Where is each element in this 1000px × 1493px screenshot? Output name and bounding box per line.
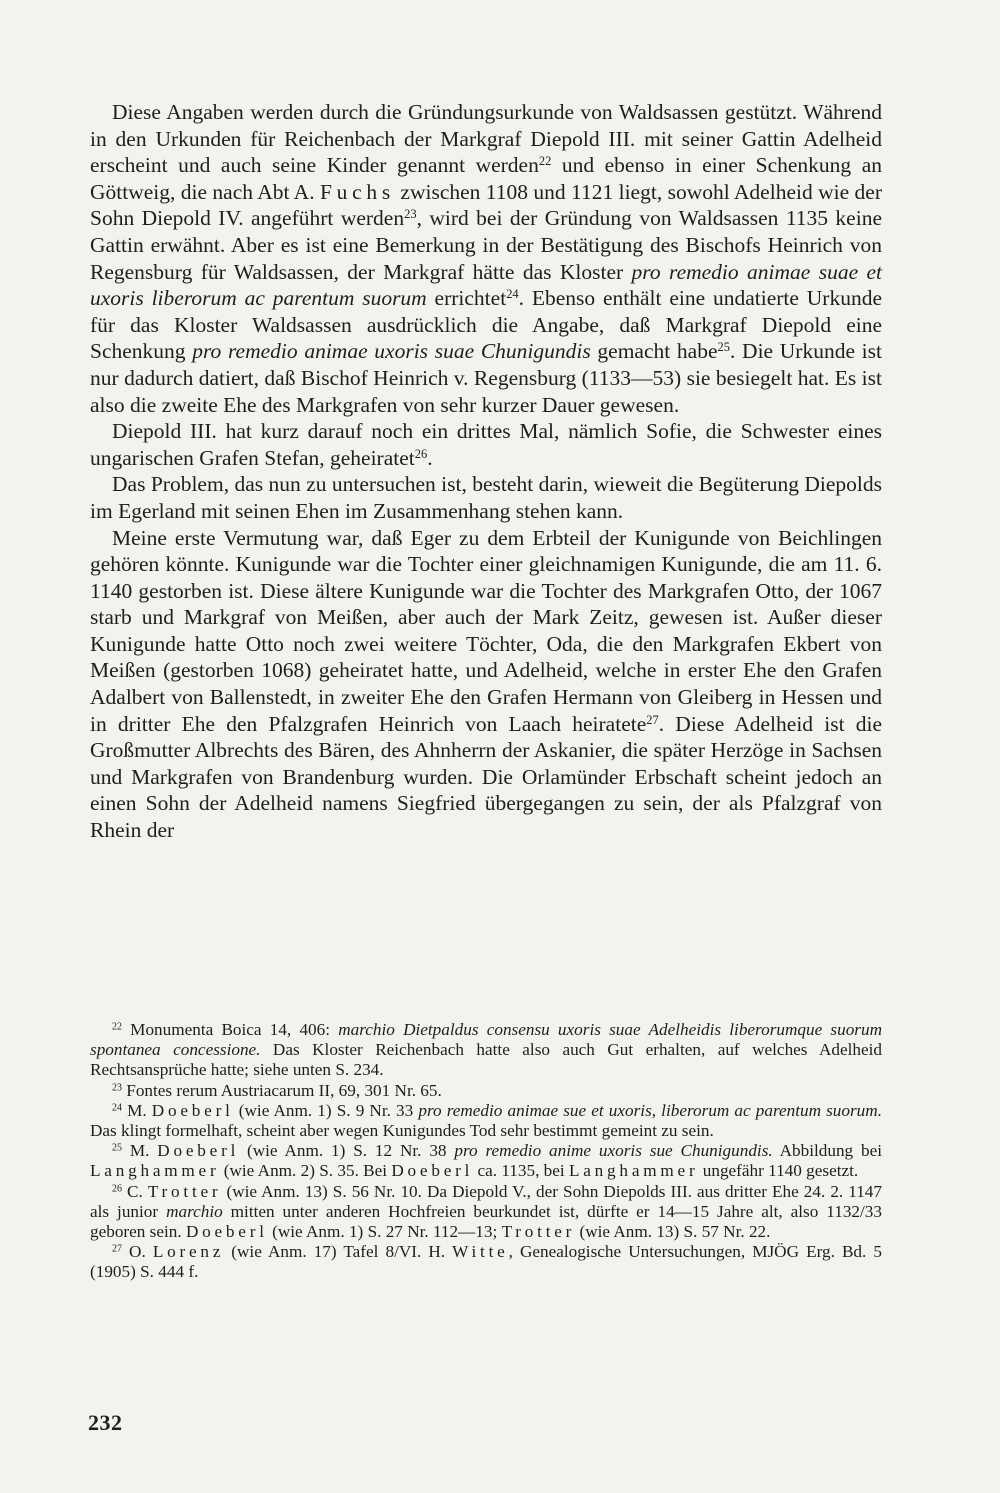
- text-run: Abbildung bei: [772, 1141, 882, 1161]
- text-run: zwischen 1108 und 1121 liegt, sowohl Adelheid wie der Sohn Diepold IV. angeführt werden: [90, 179, 882, 231]
- text-run: Monumenta Boica 14, 406:: [121, 1020, 339, 1039]
- footnote-ref-25[interactable]: 25: [717, 340, 730, 355]
- text-run: (wie Anm. 17) Tafel 8/VI. H.: [224, 1242, 453, 1262]
- text-run: ungefähr 1140 gesetzt.: [698, 1161, 859, 1181]
- footnote-number: 27: [112, 1243, 122, 1255]
- footnote-number: 24: [112, 1102, 122, 1114]
- text-run: (wie Anm. 1) S. 9 Nr. 33: [233, 1100, 419, 1120]
- spaced-name: Fuchs: [319, 179, 396, 204]
- text-run: (wie Anm. 1) S. 12 Nr. 38: [239, 1141, 455, 1161]
- text-run: Fontes rerum Austriacarum II, 69, 301 Nr. 65.: [121, 1080, 442, 1100]
- page-number: 232: [88, 1410, 123, 1435]
- text-run: , wird bei der Gründung von Waldsassen 1135 keine Gattin erwähnt. Aber es ist eine Bemerkung in der Bestätigung des Bischofs Heinrich von Regensburg für Waldsassen, der Markgraf hätte das Kloster: [90, 206, 882, 284]
- text-run: und ebenso in einer Schenkung an Göttweig, die nach Abt A.: [90, 153, 882, 204]
- footnote-26: [90, 1182, 882, 1243]
- spaced-name: Langhammer: [90, 1161, 220, 1181]
- spaced-name: Lorenz: [152, 1242, 225, 1262]
- text-run: M.: [121, 1100, 152, 1120]
- text-run: (wie Anm. 13) S. 57 Nr. 22.: [575, 1222, 771, 1242]
- text-run: .: [427, 445, 433, 470]
- footnote-ref-26[interactable]: 26: [414, 446, 428, 461]
- text-run: (wie Anm. 2) S. 35. Bei: [219, 1161, 392, 1181]
- latin-quote: pro remedio animae uxoris suae Chunigundis: [192, 339, 591, 364]
- latin-quote: marchio Dietpaldus consensu uxoris suae Adelheidis liberorumque suorum spontanea concessione.: [90, 1020, 882, 1060]
- footnotes: [90, 1020, 882, 1283]
- footnote-23: [90, 1081, 882, 1101]
- footnote-ref-27[interactable]: 27: [646, 712, 659, 727]
- text-run: , Genealogische Untersuchungen, MJÖG Erg. Bd. 5 (1905) S. 444 f.: [90, 1242, 882, 1282]
- latin-quote: marchio: [166, 1201, 223, 1221]
- text-run: errichtet: [426, 286, 507, 311]
- text-run: (wie Anm. 1) S. 27 Nr. 112—13;: [267, 1222, 502, 1242]
- spaced-name: Trotter: [501, 1222, 576, 1242]
- latin-quote: pro remedio anime uxoris sue Chunigundis.: [454, 1141, 773, 1161]
- text-run: Das Kloster Reichenbach hatte also auch Gut erhalten, auf welches Adelheid Rechtsansprüche hatte; siehe unten S. 234.: [90, 1040, 882, 1080]
- footnote-25: [90, 1141, 882, 1181]
- text-run: M.: [121, 1141, 158, 1161]
- spaced-name: Trotter: [147, 1181, 222, 1201]
- latin-quote: pro remedio animae sue et uxoris, liberorum ac parentum suorum.: [418, 1100, 882, 1120]
- footnote-22: [90, 1020, 882, 1081]
- text-run: (wie Anm. 13) S. 56 Nr. 10. Da Diepold V., der Sohn Diepolds III. aus dritter Ehe 24. 2. 1147 als junior: [90, 1181, 882, 1221]
- paragraph-2: [90, 418, 882, 471]
- footnote-number: 26: [112, 1183, 122, 1195]
- text-run: . Ebenso enthält eine undatierte Urkunde für das Kloster Waldsassen ausdrücklich die Angabe, daß Markgraf Diepold eine Schenkung: [90, 286, 883, 364]
- spaced-name: Doeberl: [185, 1222, 268, 1242]
- footnote-number: 25: [112, 1142, 122, 1154]
- text-run: ca. 1135, bei: [473, 1161, 569, 1181]
- spaced-name: Doeberl: [157, 1141, 240, 1161]
- text-run: Diese Angaben werden durch die Gründungsurkunde von Waldsassen gestützt. Während in den Urkunden für Reichenbach der Markgraf Diepold III. mit seiner Gattin Adelheid erscheint und auch seine Kinder genannt werden: [90, 100, 882, 178]
- footnote-number: 22: [112, 1021, 122, 1033]
- text-run: Meine erste Vermutung war, daß Eger zu dem Erbteil der Kunigunde von Beichlingen gehören könnte. Kunigunde war die Tochter einer gleichnamigen Kunigunde, die am 11. 6. 1140 gestorben ist. Diese ältere Kunigunde war die Tochter des Markgrafen Otto, der 1067 starb und Markgraf von Meißen, aber auch der Mark Zeitz, gewesen ist. Außer dieser Kunigunde hatte Otto noch zwei weitere Töchter, Oda, die den Markgrafen Ekbert von Meißen (gestorben 1068) geheiratet hatte, und Adelheid, welche in erster Ehe den Grafen Adalbert von Ballenstedt, in zweiter Ehe den Grafen Hermann von Gleiberg in Hessen und in dritter Ehe den Pfalzgrafen Heinrich von Laach heiratete: [90, 525, 882, 736]
- text-run: Das klingt formelhaft, scheint aber wegen Kunigundes Tod sehr bestimmt gemeint zu sein.: [90, 1121, 714, 1141]
- main-text: [90, 99, 882, 844]
- spaced-name: Doeberl: [151, 1100, 234, 1120]
- paragraph-3: Das Problem, das nun zu untersuchen ist, besteht darin, wieweit die Begüterung Diepolds im Egerland mit seinen Ehen im Zusammenhang stehen kann.: [90, 472, 882, 523]
- latin-quote: pro remedio animae suae et uxoris liberorum ac parentum suorum: [90, 259, 882, 311]
- text-run: Diepold III. hat kurz darauf noch ein drittes Mal, nämlich Sofie, die Schwester eines ungarischen Grafen Stefan, geheiratet: [90, 419, 882, 470]
- footnote-number: 23: [112, 1082, 122, 1094]
- footnote-ref-23[interactable]: 23: [404, 207, 417, 222]
- text-run: C.: [121, 1181, 148, 1201]
- paragraph-4: [90, 525, 882, 844]
- footnote-27: [90, 1242, 882, 1282]
- text-run: . Die Urkunde ist nur dadurch datiert, daß Bischof Heinrich v. Regensburg (1133—53) sie besiegelt hat. Es ist also die zweite Ehe des Markgrafen von sehr kurzer Dauer gewesen.: [90, 339, 882, 417]
- footnote-24: [90, 1101, 882, 1141]
- spaced-name: Langhammer: [568, 1161, 699, 1181]
- footnote-ref-24[interactable]: 24: [506, 287, 519, 302]
- spaced-name: Doeberl: [391, 1161, 474, 1181]
- text-run: . Diese Adelheid ist die Großmutter Albrechts des Bären, des Ahnherrn der Askanier, die später Herzöge in Sachsen und Markgrafen von Brandenburg wurden. Die Orlamünder Erbschaft scheint jedoch an einen Sohn der Adelheid namens Siegfried übergegangen zu sein, der als Pfalzgraf von Rhein der: [90, 711, 882, 843]
- paragraph-1: [90, 99, 882, 418]
- footnote-ref-22[interactable]: 22: [538, 154, 552, 169]
- spaced-name: Witte: [452, 1242, 509, 1262]
- text-run: O.: [121, 1242, 153, 1262]
- text-run: gemacht habe: [590, 339, 718, 364]
- text-run: mitten unter anderen Hochfreien beurkundet ist, dürfte er 14—15 Jahre alt, also 1132/33 geboren sein.: [90, 1201, 882, 1242]
